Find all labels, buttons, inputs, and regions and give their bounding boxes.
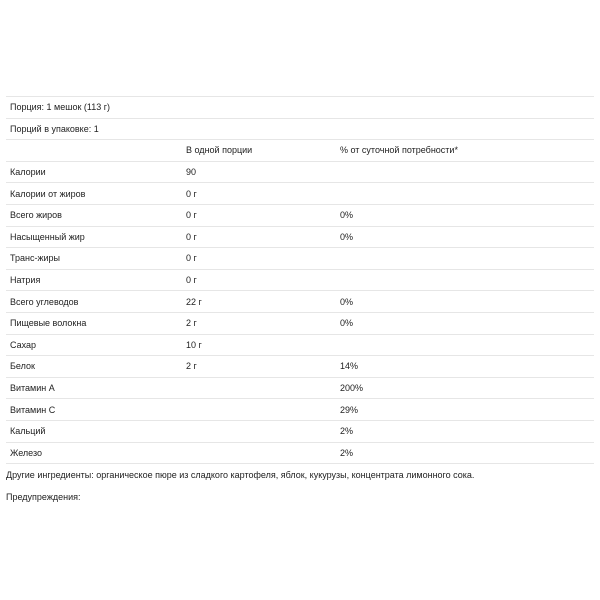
servings-per-container: Порций в упаковке: 1 [6, 118, 594, 140]
nutrient-amount [182, 399, 336, 421]
nutrient-daily-value [336, 161, 594, 183]
nutrient-name: Сахар [6, 334, 182, 356]
nutrient-daily-value: 2% [336, 420, 594, 442]
nutrient-amount: 0 г [182, 183, 336, 205]
nutrient-daily-value [336, 269, 594, 291]
table-header-row [6, 140, 594, 162]
nutrient-name: Витамин A [6, 377, 182, 399]
nutrient-amount: 10 г [182, 334, 336, 356]
nutrient-daily-value: 0% [336, 291, 594, 313]
column-header-nutrient [6, 140, 182, 162]
table-row [6, 226, 594, 248]
table-row [6, 183, 594, 205]
nutrient-name: Калории [6, 161, 182, 183]
nutrient-amount: 2 г [182, 356, 336, 378]
table-row [6, 161, 594, 183]
table-row [6, 204, 594, 226]
column-header-per-serving: В одной порции [182, 140, 336, 162]
nutrient-daily-value: 200% [336, 377, 594, 399]
nutrient-amount: 90 [182, 161, 336, 183]
table-row [6, 356, 594, 378]
nutrient-daily-value [336, 183, 594, 205]
nutrient-amount: 0 г [182, 204, 336, 226]
nutrient-daily-value: 14% [336, 356, 594, 378]
nutrient-name: Калории от жиров [6, 183, 182, 205]
nutrient-name: Белок [6, 356, 182, 378]
other-ingredients-text: Другие ингредиенты: органическое пюре из сладкого картофеля, яблок, кукурузы, концентрата лимонного сока. [6, 470, 475, 480]
nutrient-daily-value: 0% [336, 312, 594, 334]
nutrient-amount: 2 г [182, 312, 336, 334]
column-header-daily-value: % от суточной потребности* [336, 140, 594, 162]
nutrient-amount: 0 г [182, 226, 336, 248]
table-row [6, 248, 594, 270]
table-row [6, 442, 594, 464]
nutrient-amount [182, 442, 336, 464]
nutrient-amount [182, 377, 336, 399]
nutrient-name: Насыщенный жир [6, 226, 182, 248]
serving-size: Порция: 1 мешок (113 г) [6, 97, 594, 119]
table-row [6, 269, 594, 291]
nutrient-daily-value [336, 248, 594, 270]
nutrient-name: Всего углеводов [6, 291, 182, 313]
nutrient-amount [182, 420, 336, 442]
nutrient-daily-value [336, 334, 594, 356]
nutrition-facts-table [6, 96, 594, 464]
nutrient-name: Всего жиров [6, 204, 182, 226]
nutrient-daily-value: 0% [336, 226, 594, 248]
nutrient-name: Кальций [6, 420, 182, 442]
nutrient-name: Пищевые волокна [6, 312, 182, 334]
nutrient-name: Натрия [6, 269, 182, 291]
nutrient-daily-value: 2% [336, 442, 594, 464]
table-row [6, 291, 594, 313]
table-row [6, 399, 594, 421]
servings-per-container-row [6, 118, 594, 140]
table-row [6, 377, 594, 399]
nutrient-name: Витамин C [6, 399, 182, 421]
table-row [6, 334, 594, 356]
nutrient-name: Транс-жиры [6, 248, 182, 270]
nutrient-amount: 22 г [182, 291, 336, 313]
table-row [6, 312, 594, 334]
table-row [6, 420, 594, 442]
nutrient-amount: 0 г [182, 269, 336, 291]
nutrient-daily-value: 0% [336, 204, 594, 226]
nutrient-daily-value: 29% [336, 399, 594, 421]
warnings-label: Предупреждения: [6, 492, 81, 502]
nutrient-name: Железо [6, 442, 182, 464]
nutrient-amount: 0 г [182, 248, 336, 270]
serving-size-row [6, 97, 594, 119]
